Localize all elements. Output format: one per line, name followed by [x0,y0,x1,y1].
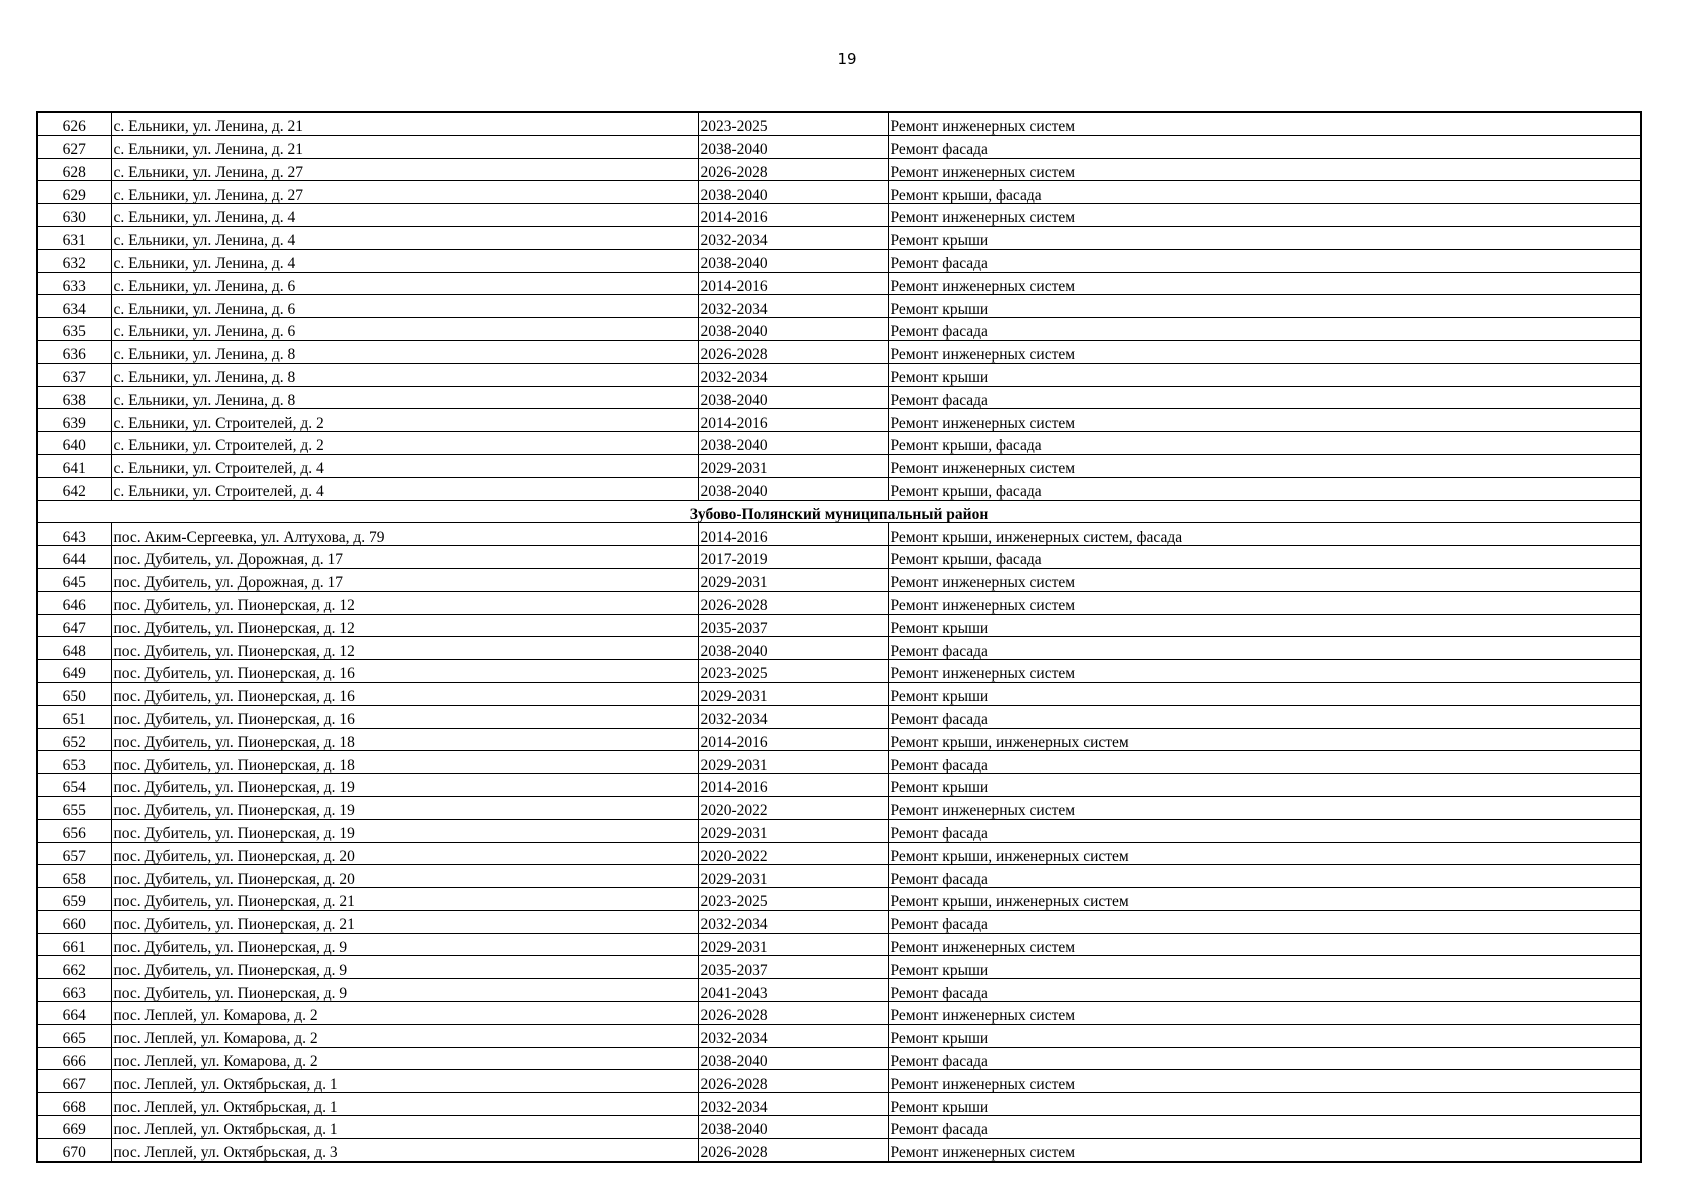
address-cell: пос. Дубитель, ул. Дорожная, д. 17 [111,568,698,591]
work-type-cell: Ремонт фасада [888,865,1641,888]
row-number-cell: 664 [37,1002,111,1025]
address-cell: пос. Леплей, ул. Комарова, д. 2 [111,1024,698,1047]
period-cell: 2032-2034 [698,363,888,386]
table-row [37,796,1641,819]
work-type-cell: Ремонт инженерных систем [888,1070,1641,1093]
work-type-cell: Ремонт фасада [888,910,1641,933]
work-type-cell: Ремонт крыши, инженерных систем [888,888,1641,911]
table-row [37,1047,1641,1070]
row-number-cell: 667 [37,1070,111,1093]
period-cell: 2029-2031 [698,819,888,842]
row-number-cell: 670 [37,1138,111,1161]
period-cell: 2038-2040 [698,637,888,660]
period-cell: 2038-2040 [698,432,888,455]
table-row [37,819,1641,842]
table-row [37,956,1641,979]
address-cell: пос. Леплей, ул. Октябрьская, д. 1 [111,1070,698,1093]
work-type-cell: Ремонт инженерных систем [888,796,1641,819]
row-number-cell: 627 [37,135,111,158]
work-type-cell: Ремонт крыши, фасада [888,477,1641,500]
address-cell: пос. Дубитель, ул. Пионерская, д. 21 [111,888,698,911]
period-cell: 2014-2016 [698,272,888,295]
row-number-cell: 641 [37,454,111,477]
table-row [37,910,1641,933]
work-type-cell: Ремонт фасада [888,318,1641,341]
address-cell: пос. Дубитель, ул. Пионерская, д. 9 [111,956,698,979]
page-number: 19 [837,50,857,68]
period-cell: 2032-2034 [698,705,888,728]
address-cell: с. Ельники, ул. Ленина, д. 8 [111,363,698,386]
row-number-cell: 668 [37,1093,111,1116]
row-number-cell: 646 [37,591,111,614]
address-cell: с. Ельники, ул. Ленина, д. 4 [111,249,698,272]
work-type-cell: Ремонт инженерных систем [888,340,1641,363]
row-number-cell: 666 [37,1047,111,1070]
period-cell: 2029-2031 [698,933,888,956]
address-cell: с. Ельники, ул. Ленина, д. 8 [111,386,698,409]
row-number-cell: 633 [37,272,111,295]
address-cell: пос. Леплей, ул. Комарова, д. 2 [111,1002,698,1025]
period-cell: 2032-2034 [698,226,888,249]
work-type-cell: Ремонт крыши [888,956,1641,979]
row-number-cell: 658 [37,865,111,888]
period-cell: 2038-2040 [698,477,888,500]
row-number-cell: 632 [37,249,111,272]
table-row [37,249,1641,272]
table-row [37,477,1641,500]
table-row [37,660,1641,683]
table-row [37,591,1641,614]
period-cell: 2020-2022 [698,842,888,865]
period-cell: 2032-2034 [698,1024,888,1047]
row-number-cell: 626 [37,112,111,135]
row-number-cell: 647 [37,614,111,637]
address-cell: пос. Дубитель, ул. Пионерская, д. 9 [111,979,698,1002]
table-row [37,432,1641,455]
address-cell: с. Ельники, ул. Ленина, д. 27 [111,158,698,181]
address-cell: пос. Дубитель, ул. Пионерская, д. 16 [111,705,698,728]
table-row [37,181,1641,204]
period-cell: 2035-2037 [698,614,888,637]
address-cell: с. Ельники, ул. Строителей, д. 4 [111,477,698,500]
row-number-cell: 630 [37,204,111,227]
row-number-cell: 635 [37,318,111,341]
table-row [37,386,1641,409]
row-number-cell: 650 [37,682,111,705]
period-cell: 2026-2028 [698,1002,888,1025]
address-cell: пос. Леплей, ул. Октябрьская, д. 3 [111,1138,698,1161]
row-number-cell: 656 [37,819,111,842]
row-number-cell: 665 [37,1024,111,1047]
row-number-cell: 659 [37,888,111,911]
period-cell: 2014-2016 [698,728,888,751]
period-cell: 2026-2028 [698,158,888,181]
address-cell: пос. Леплей, ул. Комарова, д. 2 [111,1047,698,1070]
work-type-cell: Ремонт инженерных систем [888,158,1641,181]
address-cell: пос. Дубитель, ул. Пионерская, д. 18 [111,728,698,751]
period-cell: 2017-2019 [698,546,888,569]
work-type-cell: Ремонт фасада [888,819,1641,842]
section-title: Зубово-Полянский муниципальный район [37,500,1641,523]
table-row [37,1138,1641,1161]
repair-schedule-table [36,111,1642,1163]
address-cell: с. Ельники, ул. Ленина, д. 6 [111,272,698,295]
period-cell: 2014-2016 [698,774,888,797]
table-row [37,135,1641,158]
address-cell: пос. Леплей, ул. Октябрьская, д. 1 [111,1116,698,1139]
work-type-cell: Ремонт инженерных систем [888,568,1641,591]
address-cell: с. Ельники, ул. Ленина, д. 4 [111,204,698,227]
table-row [37,979,1641,1002]
work-type-cell: Ремонт инженерных систем [888,112,1641,135]
table-row [37,751,1641,774]
work-type-cell: Ремонт инженерных систем [888,1002,1641,1025]
table-row [37,1002,1641,1025]
work-type-cell: Ремонт фасада [888,979,1641,1002]
work-type-cell: Ремонт инженерных систем [888,454,1641,477]
table-row [37,1093,1641,1116]
row-number-cell: 652 [37,728,111,751]
row-number-cell: 640 [37,432,111,455]
address-cell: с. Ельники, ул. Ленина, д. 21 [111,112,698,135]
period-cell: 2023-2025 [698,660,888,683]
period-cell: 2041-2043 [698,979,888,1002]
address-cell: с. Ельники, ул. Строителей, д. 2 [111,409,698,432]
work-type-cell: Ремонт крыши [888,363,1641,386]
work-type-cell: Ремонт фасада [888,705,1641,728]
period-cell: 2026-2028 [698,1070,888,1093]
table-row [37,728,1641,751]
period-cell: 2032-2034 [698,1093,888,1116]
work-type-cell: Ремонт фасада [888,135,1641,158]
row-number-cell: 628 [37,158,111,181]
period-cell: 2020-2022 [698,796,888,819]
address-cell: с. Ельники, ул. Ленина, д. 4 [111,226,698,249]
address-cell: пос. Дубитель, ул. Пионерская, д. 12 [111,591,698,614]
work-type-cell: Ремонт крыши, фасада [888,181,1641,204]
period-cell: 2035-2037 [698,956,888,979]
address-cell: с. Ельники, ул. Ленина, д. 6 [111,318,698,341]
address-cell: пос. Дубитель, ул. Дорожная, д. 17 [111,546,698,569]
period-cell: 2014-2016 [698,523,888,546]
address-cell: пос. Дубитель, ул. Пионерская, д. 20 [111,865,698,888]
period-cell: 2014-2016 [698,204,888,227]
row-number-cell: 654 [37,774,111,797]
row-number-cell: 649 [37,660,111,683]
work-type-cell: Ремонт инженерных систем [888,409,1641,432]
address-cell: пос. Дубитель, ул. Пионерская, д. 19 [111,774,698,797]
row-number-cell: 643 [37,523,111,546]
table-row [37,705,1641,728]
address-cell: пос. Дубитель, ул. Пионерская, д. 9 [111,933,698,956]
table-row [37,272,1641,295]
row-number-cell: 663 [37,979,111,1002]
address-cell: с. Ельники, ул. Ленина, д. 21 [111,135,698,158]
work-type-cell: Ремонт крыши [888,774,1641,797]
section-row [37,500,1641,523]
row-number-cell: 644 [37,546,111,569]
table-row [37,637,1641,660]
table-row [37,295,1641,318]
work-type-cell: Ремонт фасада [888,1047,1641,1070]
work-type-cell: Ремонт крыши [888,614,1641,637]
table-row [37,1070,1641,1093]
row-number-cell: 642 [37,477,111,500]
row-number-cell: 655 [37,796,111,819]
table-row [37,546,1641,569]
table-row [37,774,1641,797]
table-row [37,409,1641,432]
row-number-cell: 638 [37,386,111,409]
work-type-cell: Ремонт фасада [888,751,1641,774]
row-number-cell: 645 [37,568,111,591]
row-number-cell: 629 [37,181,111,204]
period-cell: 2032-2034 [698,910,888,933]
table-row [37,226,1641,249]
address-cell: пос. Дубитель, ул. Пионерская, д. 19 [111,819,698,842]
table-row [37,1116,1641,1139]
work-type-cell: Ремонт крыши, инженерных систем, фасада [888,523,1641,546]
row-number-cell: 669 [37,1116,111,1139]
work-type-cell: Ремонт инженерных систем [888,660,1641,683]
row-number-cell: 661 [37,933,111,956]
work-type-cell: Ремонт инженерных систем [888,591,1641,614]
row-number-cell: 639 [37,409,111,432]
table-row [37,318,1641,341]
address-cell: пос. Аким-Сергеевка, ул. Алтухова, д. 79 [111,523,698,546]
period-cell: 2029-2031 [698,568,888,591]
address-cell: пос. Дубитель, ул. Пионерская, д. 19 [111,796,698,819]
period-cell: 2026-2028 [698,1138,888,1161]
table-row [37,204,1641,227]
row-number-cell: 657 [37,842,111,865]
table-row [37,363,1641,386]
work-type-cell: Ремонт фасада [888,637,1641,660]
address-cell: с. Ельники, ул. Строителей, д. 4 [111,454,698,477]
work-type-cell: Ремонт крыши, фасада [888,546,1641,569]
address-cell: пос. Дубитель, ул. Пионерская, д. 18 [111,751,698,774]
row-number-cell: 651 [37,705,111,728]
table-row [37,842,1641,865]
work-type-cell: Ремонт крыши, фасада [888,432,1641,455]
work-type-cell: Ремонт крыши [888,1024,1641,1047]
work-type-cell: Ремонт фасада [888,386,1641,409]
period-cell: 2029-2031 [698,865,888,888]
address-cell: пос. Леплей, ул. Октябрьская, д. 1 [111,1093,698,1116]
work-type-cell: Ремонт крыши, инженерных систем [888,728,1641,751]
row-number-cell: 660 [37,910,111,933]
address-cell: пос. Дубитель, ул. Пионерская, д. 12 [111,637,698,660]
table-row [37,614,1641,637]
work-type-cell: Ремонт крыши [888,226,1641,249]
period-cell: 2038-2040 [698,181,888,204]
work-type-cell: Ремонт крыши [888,295,1641,318]
period-cell: 2029-2031 [698,751,888,774]
period-cell: 2038-2040 [698,318,888,341]
table-body [37,112,1641,1162]
table-row [37,1024,1641,1047]
work-type-cell: Ремонт крыши, инженерных систем [888,842,1641,865]
table-row [37,568,1641,591]
table-row [37,933,1641,956]
work-type-cell: Ремонт крыши [888,1093,1641,1116]
address-cell: пос. Дубитель, ул. Пионерская, д. 16 [111,660,698,683]
work-type-cell: Ремонт инженерных систем [888,1138,1641,1161]
table-row [37,340,1641,363]
table-row [37,112,1641,135]
address-cell: с. Ельники, ул. Ленина, д. 8 [111,340,698,363]
table-row [37,158,1641,181]
address-cell: пос. Дубитель, ул. Пионерская, д. 20 [111,842,698,865]
work-type-cell: Ремонт инженерных систем [888,272,1641,295]
period-cell: 2029-2031 [698,682,888,705]
work-type-cell: Ремонт фасада [888,1116,1641,1139]
table-row [37,454,1641,477]
row-number-cell: 648 [37,637,111,660]
period-cell: 2026-2028 [698,340,888,363]
work-type-cell: Ремонт крыши [888,682,1641,705]
period-cell: 2029-2031 [698,454,888,477]
table-row [37,682,1641,705]
period-cell: 2038-2040 [698,249,888,272]
row-number-cell: 653 [37,751,111,774]
row-number-cell: 634 [37,295,111,318]
address-cell: пос. Дубитель, ул. Пионерская, д. 21 [111,910,698,933]
row-number-cell: 636 [37,340,111,363]
work-type-cell: Ремонт инженерных систем [888,204,1641,227]
period-cell: 2014-2016 [698,409,888,432]
period-cell: 2038-2040 [698,1047,888,1070]
table-row [37,865,1641,888]
table-row [37,523,1641,546]
period-cell: 2038-2040 [698,386,888,409]
period-cell: 2032-2034 [698,295,888,318]
period-cell: 2023-2025 [698,112,888,135]
address-cell: с. Ельники, ул. Строителей, д. 2 [111,432,698,455]
work-type-cell: Ремонт инженерных систем [888,933,1641,956]
address-cell: с. Ельники, ул. Ленина, д. 6 [111,295,698,318]
address-cell: пос. Дубитель, ул. Пионерская, д. 16 [111,682,698,705]
period-cell: 2038-2040 [698,1116,888,1139]
row-number-cell: 637 [37,363,111,386]
period-cell: 2038-2040 [698,135,888,158]
period-cell: 2023-2025 [698,888,888,911]
period-cell: 2026-2028 [698,591,888,614]
address-cell: пос. Дубитель, ул. Пионерская, д. 12 [111,614,698,637]
table-row [37,888,1641,911]
row-number-cell: 662 [37,956,111,979]
work-type-cell: Ремонт фасада [888,249,1641,272]
address-cell: с. Ельники, ул. Ленина, д. 27 [111,181,698,204]
row-number-cell: 631 [37,226,111,249]
